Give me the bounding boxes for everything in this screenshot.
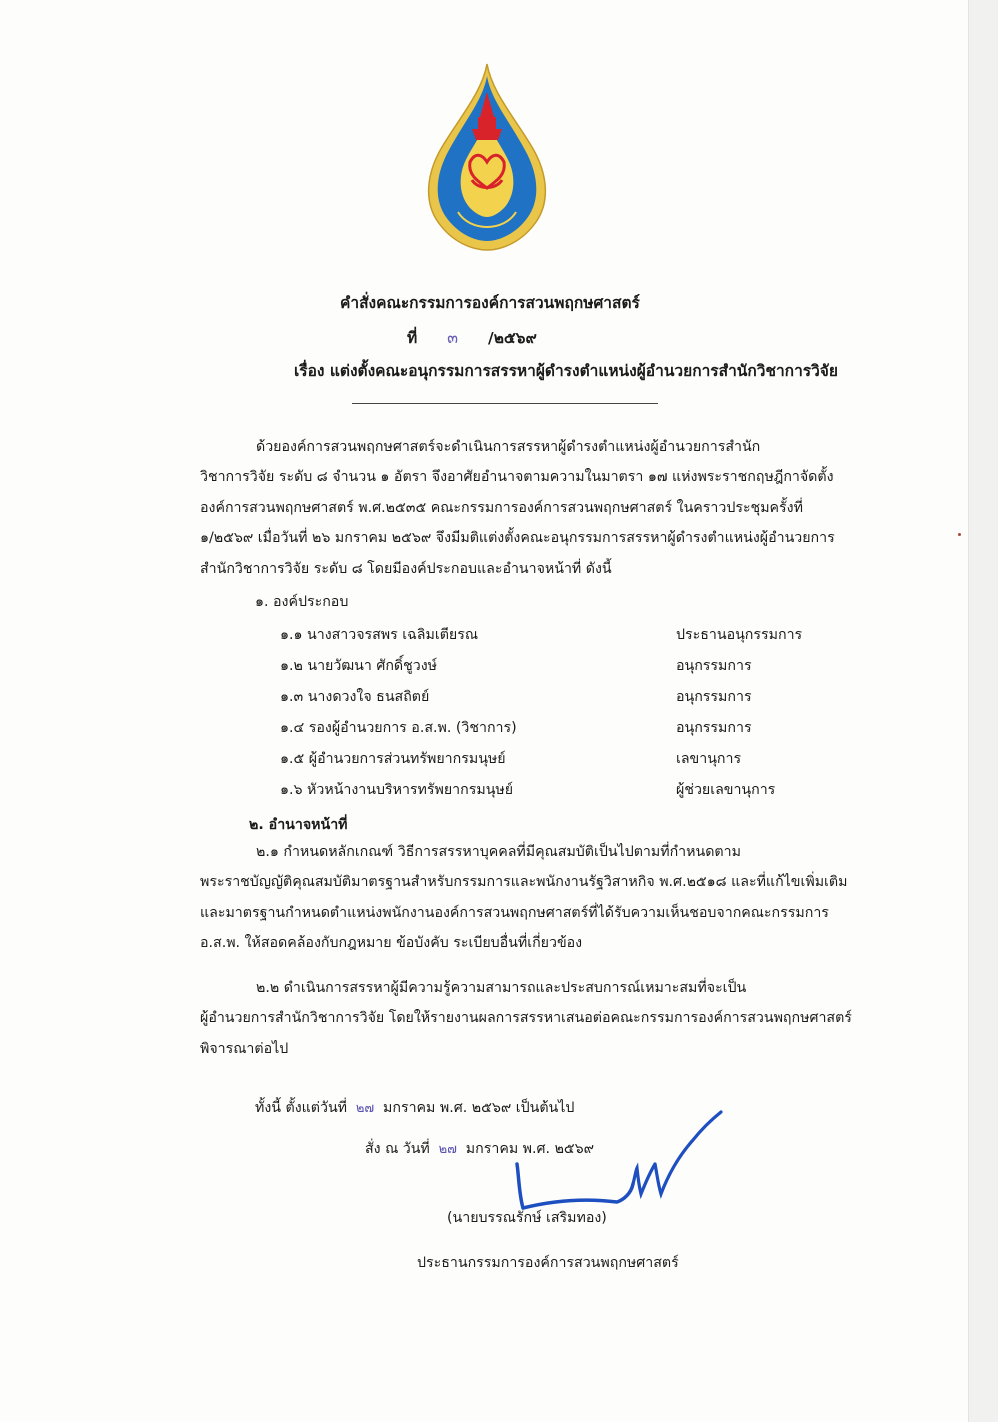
duty-line: พิจารณาต่อไป: [200, 1040, 289, 1057]
duty-line: ๒.๒ ดำเนินการสรรหาผู้มีความรู้ความสามารถและประสบการณ์เหมาะสมที่จะเป็น: [256, 980, 747, 996]
effective-prefix: ทั้งนี้ ตั้งแต่วันที่: [255, 1100, 348, 1116]
member-name: ๑.๖ หัวหน้างานบริหารทรัพยากรมนุษย์: [280, 782, 514, 798]
member-row: [280, 682, 840, 713]
member-name: ๑.๔ รองผู้อำนวยการ อ.ส.พ. (วิชาการ): [280, 720, 517, 736]
member-row: [280, 713, 840, 744]
intro-line: องค์การสวนพฤกษศาสตร์ พ.ศ.๒๕๓๕ คณะกรรมการองค์การสวนพฤกษศาสตร์ ในคราวประชุมครั้งที่: [200, 499, 803, 516]
member-name: ๑.๑ นางสาวจรสพร เฉลิมเตียรณ: [280, 627, 479, 643]
effective-suffix: มกราคม พ.ศ. ๒๕๖๙ เป็นต้นไป: [383, 1100, 575, 1116]
header-divider: [352, 403, 658, 404]
ordered-suffix: มกราคม พ.ศ. ๒๕๖๙: [465, 1141, 595, 1157]
member-row: [280, 651, 840, 682]
page-edge: [968, 0, 998, 1422]
intro-paragraph: [200, 432, 900, 584]
member-row: [280, 620, 840, 651]
member-role: ผู้ช่วยเลขานุการ: [676, 782, 776, 798]
duty-item-1: [200, 837, 847, 959]
intro-line: สำนักวิชาการวิจัย ระดับ ๘ โดยมีองค์ประกอบและอำนาจหน้าที่ ดังนี้: [200, 560, 612, 577]
member-role: อนุกรรมการ: [676, 658, 752, 674]
effective-day-handwritten: ๒๗: [355, 1101, 375, 1116]
member-role: เลขานุการ: [676, 751, 742, 767]
section-duties-heading: ๒. อำนาจหน้าที่: [249, 817, 348, 833]
order-number-label: ที่: [407, 329, 418, 347]
ordered-day-handwritten: ๒๗: [438, 1142, 457, 1157]
duty-line: พระราชบัญญัติคุณสมบัติมาตรฐานสำหรับกรรมการและพนักงานรัฐวิสาหกิจ พ.ศ.๒๕๑๘ และที่แก้ไขเพิ่มเติม: [200, 874, 848, 891]
member-name: ๑.๕ ผู้อำนวยการส่วนทรัพยากรมนุษย์: [280, 751, 506, 767]
member-row: [280, 744, 840, 775]
duty-line: ผู้อำนวยการสำนักวิชาการวิจัย โดยให้รายงานผลการสรรหาเสนอต่อคณะกรรมการองค์การสวนพฤกษศาสตร์: [200, 1010, 852, 1027]
member-list: [280, 620, 840, 806]
section-composition-heading: ๑. องค์ประกอบ: [255, 594, 349, 610]
ops-emblem-icon: [420, 62, 555, 252]
order-number-line: [407, 325, 537, 351]
member-role: อนุกรรมการ: [676, 689, 752, 705]
member-row: [280, 775, 840, 806]
member-name: ๑.๓ นางดวงใจ ธนสถิตย์: [280, 689, 430, 705]
intro-line: ๑/๒๕๖๙ เมื่อวันที่ ๒๖ มกราคม ๒๕๖๙ จึงมีมติแต่งตั้งคณะอนุกรรมการสรรหาผู้ดำรงตำแหน่งผู้อำนวยการ: [200, 530, 835, 547]
duty-line: ๒.๑ กำหนดหลักเกณฑ์ วิธีการสรรหาบุคคลที่มีคุณสมบัติเป็นไปตามที่กำหนดตาม: [256, 844, 741, 860]
order-title: คำสั่งคณะกรรมการองค์การสวนพฤกษศาสตร์: [340, 294, 640, 312]
duty-line: และมาตรฐานกำหนดตำแหน่งพนักงานองค์การสวนพฤกษศาสตร์ที่ได้รับความเห็นชอบจากคณะกรรมการ: [200, 904, 829, 921]
member-role: อนุกรรมการ: [676, 720, 752, 736]
duty-line: อ.ส.พ. ให้สอดคล้องกับกฎหมาย ข้อบังคับ ระเบียบอื่นที่เกี่ยวข้อง: [200, 935, 583, 952]
signer-position: ประธานกรรมการองค์การสวนพฤกษศาสตร์: [417, 1255, 679, 1271]
ordered-prefix: สั่ง ณ วันที่: [365, 1141, 430, 1157]
paper-speck: [958, 533, 961, 536]
duty-item-2: [200, 973, 852, 1064]
order-number-year: /๒๕๖๙: [488, 329, 537, 347]
signer-name: (นายบรรณรักษ์ เสริมทอง): [447, 1210, 607, 1226]
order-subject: เรื่อง แต่งตั้งคณะอนุกรรมการสรรหาผู้ดำรงตำแหน่งผู้อำนวยการสำนักวิชาการวิจัย: [294, 362, 838, 380]
intro-line: วิชาการวิจัย ระดับ ๘ จำนวน ๑ อัตรา จึงอาศัยอำนาจตามความในมาตรา ๑๗ แห่งพระราชกฤษฎีกาจัดตั้ง: [200, 469, 834, 486]
intro-line: ด้วยองค์การสวนพฤกษศาสตร์จะดำเนินการสรรหาผู้ดำรงตำแหน่งผู้อำนวยการสำนัก: [256, 439, 761, 455]
signature-icon: [505, 1098, 725, 1223]
member-name: ๑.๒ นายวัฒนา ศักดิ์ชูวงษ์: [280, 658, 437, 674]
order-number-handwritten: ๓: [447, 328, 459, 347]
member-role: ประธานอนุกรรมการ: [676, 627, 803, 643]
